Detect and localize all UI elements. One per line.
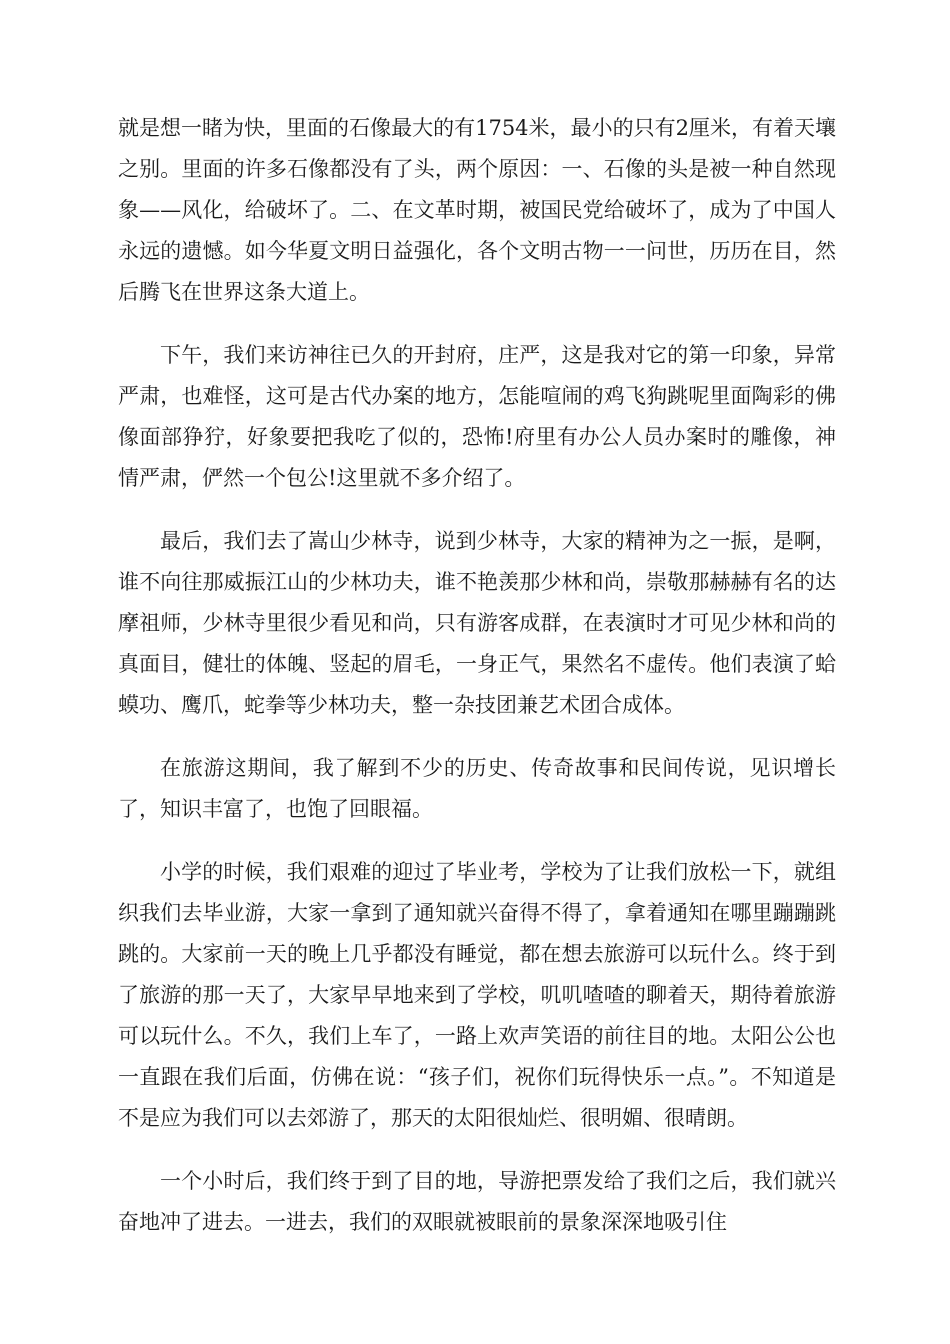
- paragraph-2: 下午，我们来访神往已久的开封府，庄严，这是我对它的第一印象，异常严肃，也难怪，这可是古代办案的地方，怎能喧闹的鸡飞狗跳呢里面陶彩的佛像面部狰狞，好象要把我吃了似的，恐怖!府里有办公人员办案时的雕像，神情严肃，俨然一个包公!这里就不多介绍了。: [118, 343, 836, 490]
- paragraph-4: 在旅游这期间，我了解到不少的历史、传奇故事和民间传说，见识增长了，知识丰富了，也饱了回眼福。: [118, 756, 836, 821]
- paragraph-1: 就是想一睹为快，里面的石像最大的有1754米，最小的只有2厘米，有着天壤之别。里面的许多石像都没有了头，两个原因：一、石像的头是被一种自然现象——风化，给破坏了。二、在文革时期，被国民党给破坏了，成为了中国人永远的遗憾。如今华夏文明日益强化，各个文明古物一一问世，历历在目，然后腾飞在世界这条大道上。: [118, 116, 836, 304]
- paragraph-5: 小学的时候，我们艰难的迎过了毕业考，学校为了让我们放松一下，就组织我们去毕业游，大家一拿到了通知就兴奋得不得了，拿着通知在哪里蹦蹦跳跳的。大家前一天的晚上几乎都没有睡觉，都在想去旅游可以玩什么。终于到了旅游的那一天了，大家早早地来到了学校，叽叽喳喳的聊着天，期待着旅游可以玩什么。不久，我们上车了，一路上欢声笑语的前往目的地。太阳公公也一直跟在我们后面，仿佛在说：“孩子们，祝你们玩得快乐一点。”。不知道是不是应为我们可以去郊游了，那天的太阳很灿烂、很明媚、很晴朗。: [118, 860, 836, 1130]
- paragraph-3: 最后，我们去了嵩山少林寺，说到少林寺，大家的精神为之一振，是啊，谁不向往那威振江山的少林功夫，谁不艳羡那少林和尚，崇敬那赫赫有名的达摩祖师，少林寺里很少看见和尚，只有游客成群，在表演时才可见少林和尚的真面目，健壮的体魄、竖起的眉毛，一身正气，果然名不虚传。他们表演了蛤蟆功、鹰爪，蛇拳等少林功夫，整一杂技团兼艺术团合成体。: [118, 529, 836, 717]
- document-body: [118, 108, 836, 1265]
- paragraph-6: 一个小时后，我们终于到了目的地，导游把票发给了我们之后，我们就兴奋地冲了进去。一进去，我们的双眼就被眼前的景象深深地吸引住: [118, 1169, 836, 1234]
